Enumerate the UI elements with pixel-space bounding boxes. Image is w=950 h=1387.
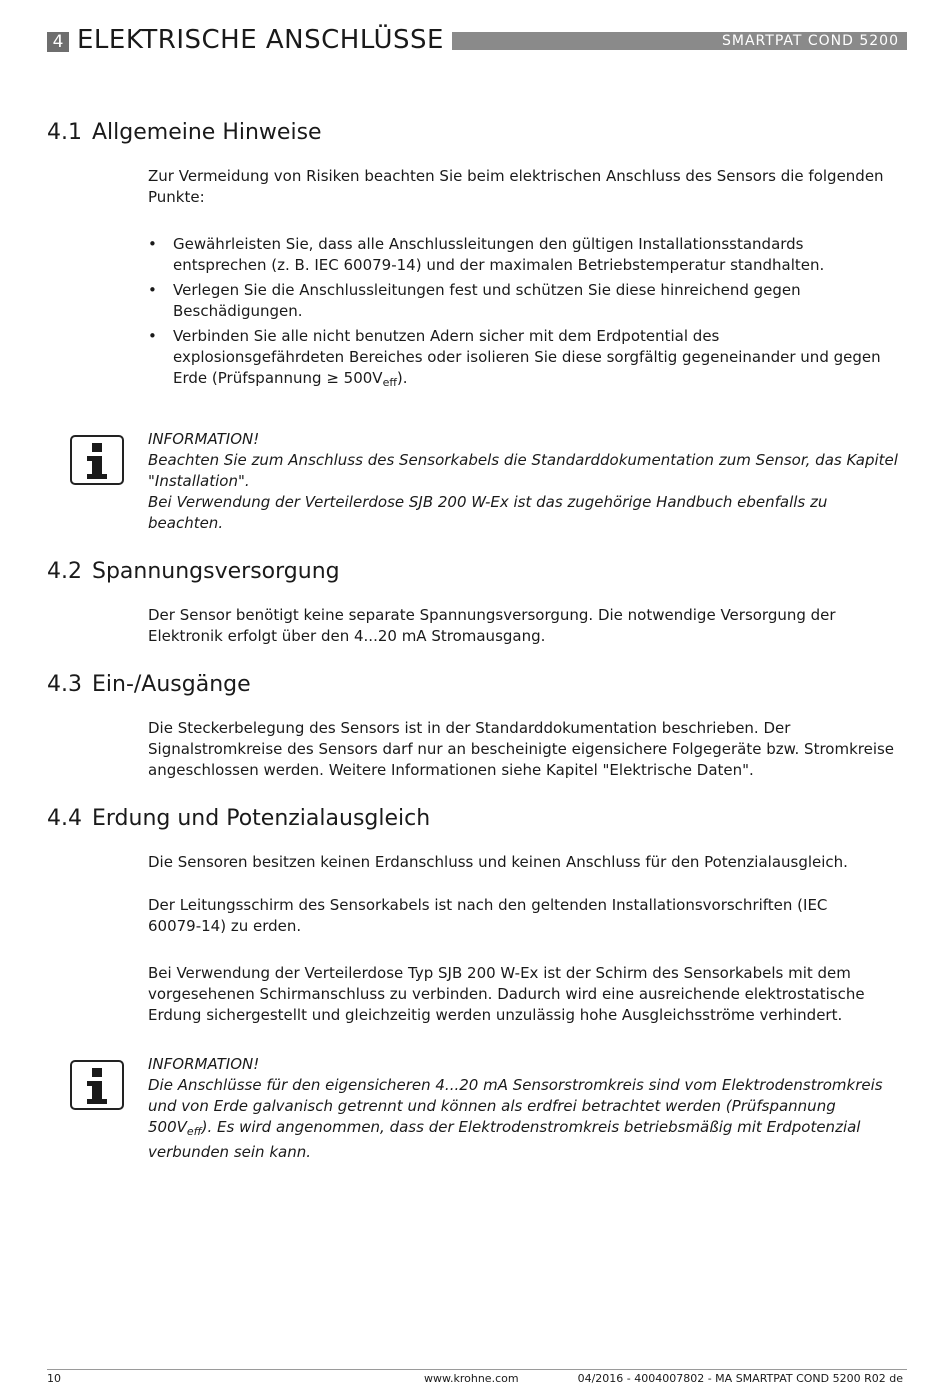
bullet-list (148, 234, 888, 397)
subscript: eff (382, 376, 397, 389)
section-title: Ein-/Ausgänge (92, 672, 251, 697)
paragraph: Bei Verwendung der Verteilerdose Typ SJB 200 W-Ex ist der Schirm des Sensorkabels mit dem vorgesehenen Schirmanschluss zu verbinden. Dadurch wird eine ausreichende elektrostatische Erdung sichergestellt und gleichzeitig werden unzulässig hohe Ausgleichsströme verhindert. (148, 964, 865, 1024)
page-header (47, 25, 907, 55)
section-4-4-p2 (148, 895, 848, 937)
section-4-4-p3 (148, 963, 908, 1026)
info-text-part: Die Anschlüsse für den eigensicheren 4...20 mA Sensorstromkreis sind vom Elektrodenstromkreis und von Erde galvanisch getrennt und können als erdfrei betrachtet werden (Prüfspannung 500V (148, 1076, 883, 1136)
section-title: Spannungsversorgung (92, 559, 340, 584)
paragraph: Der Sensor benötigt keine separate Spannungsversorgung. Die notwendige Versorgung der Elektronik erfolgt über den 4...20 mA Stromausgang. (148, 606, 836, 645)
list-item (148, 234, 888, 276)
paragraph: Die Sensoren besitzen keinen Erdanschluss und keinen Anschluss für den Potenzialausgleich. (148, 853, 848, 871)
info-note (148, 429, 903, 534)
subscript: eff (186, 1125, 202, 1138)
header-bar (452, 32, 907, 50)
info-glyph (72, 437, 122, 483)
bullet-icon: • (148, 235, 157, 253)
list-item-text: Verbinden Sie alle nicht benutzen Adern sicher mit dem Erdpotential des explosionsgefährdeten Bereiches oder isolieren Sie diese sorgfältig gegeneinander und gegen Erde (Prüfspannung ≥ 500V (173, 327, 881, 387)
footer-website: www.krohne.com (424, 1372, 519, 1385)
info-text-part: ). Es wird angenommen, dass der Elektrodenstromkreis betriebsmäßig mit Erdpotenzial verbunden sein kann. (148, 1118, 861, 1161)
info-text: Beachten Sie zum Anschluss des Sensorkabels die Standarddokumentation zum Sensor, das Kapitel "Installation". (148, 451, 898, 490)
chapter-number: 4 (47, 32, 69, 52)
paragraph: Die Steckerbelegung des Sensors ist in der Standarddokumentation beschrieben. Der Signalstromkreise des Sensors darf nur an bescheinigte eigensichere Folgegeräte bzw. Stromkreise angeschlossen werden. Weitere Informationen siehe Kapitel "Elektrische Daten". (148, 719, 895, 779)
section-number: 4.4 (47, 806, 82, 831)
list-item-text-end: ). (396, 369, 408, 387)
info-text: Bei Verwendung der Verteilerdose SJB 200 W-Ex ist das zugehörige Handbuch ebenfalls zu beachten. (148, 493, 828, 532)
footer-divider (47, 1369, 907, 1370)
section-title: Erdung und Potenzialausgleich (92, 806, 431, 831)
info-label: INFORMATION! (148, 430, 260, 448)
bullet-icon: • (148, 327, 157, 345)
section-number: 4.1 (47, 120, 82, 145)
info-label: INFORMATION! (148, 1055, 260, 1073)
list-item-text: Gewährleisten Sie, dass alle Anschlussleitungen den gültigen Installationsstandards entsprechen (z. B. IEC 60079-14) und der maximalen Betriebstemperatur standhalten. (173, 235, 825, 274)
section-heading-4-4 (47, 806, 430, 831)
section-4-4-p1 (148, 852, 908, 873)
section-4-1-intro (148, 166, 908, 208)
info-note (148, 1054, 903, 1163)
list-item (148, 280, 888, 322)
section-number: 4.2 (47, 559, 82, 584)
bullet-icon: • (148, 281, 157, 299)
info-icon (70, 1060, 124, 1110)
section-4-3-text (148, 718, 908, 781)
footer-docref: 04/2016 - 4004007802 - MA SMARTPAT COND 5200 R02 de (577, 1372, 903, 1385)
paragraph: Zur Vermeidung von Risiken beachten Sie beim elektrischen Anschluss des Sensors die folgenden Punkte: (148, 167, 884, 206)
paragraph: Der Leitungsschirm des Sensorkabels ist nach den geltenden Installationsvorschriften (IEC 60079-14) zu erden. (148, 896, 828, 935)
chapter-title: ELEKTRISCHE ANSCHLÜSSE (77, 25, 444, 55)
section-4-2-text (148, 605, 908, 647)
page-number: 10 (47, 1372, 61, 1385)
list-item-text: Verlegen Sie die Anschlussleitungen fest und schützen Sie diese hinreichend gegen Beschädigungen. (173, 281, 801, 320)
list-item (148, 326, 888, 393)
section-heading-4-3 (47, 672, 251, 697)
info-glyph (72, 1062, 122, 1108)
product-name: SMARTPAT COND 5200 (722, 33, 899, 49)
info-text (148, 1075, 903, 1163)
info-icon (70, 435, 124, 485)
section-heading-4-1 (47, 120, 322, 145)
section-title: Allgemeine Hinweise (92, 120, 322, 145)
section-heading-4-2 (47, 559, 340, 584)
section-number: 4.3 (47, 672, 82, 697)
